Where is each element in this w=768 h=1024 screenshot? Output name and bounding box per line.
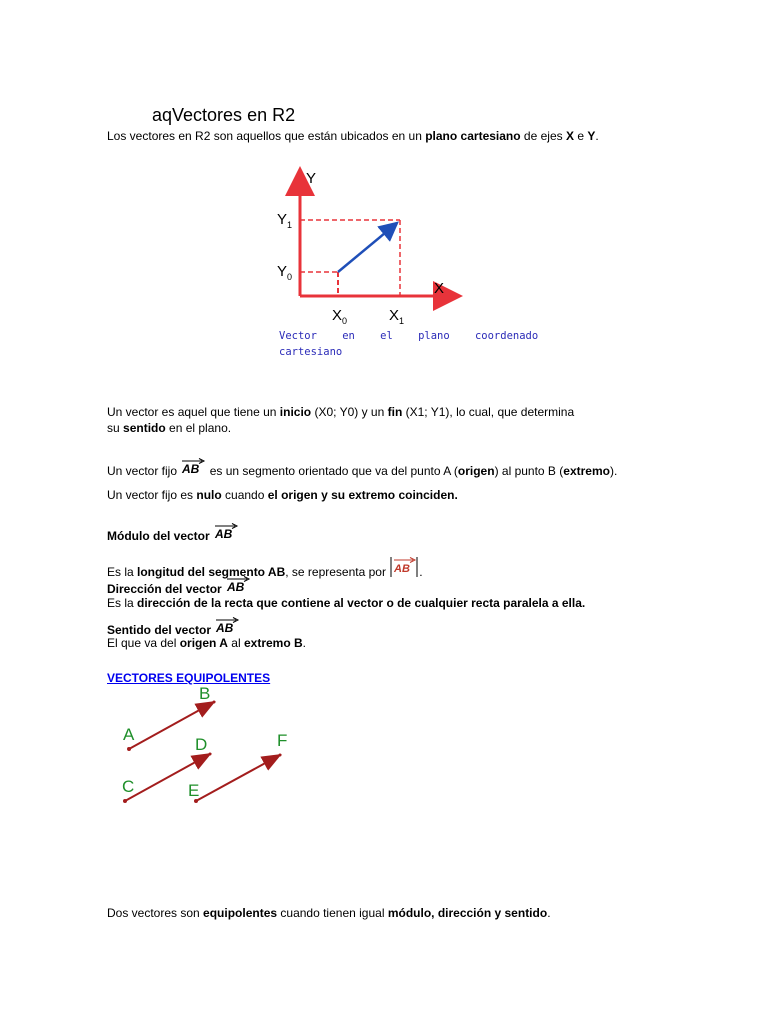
bold-origen: origen <box>457 464 495 478</box>
vector-arrow <box>338 223 397 272</box>
diagram-caption-line1: Vector en el plano coordenado <box>279 330 539 342</box>
label-e: E <box>188 781 200 800</box>
vectores-equipolentes-link[interactable]: VECTORES EQUIPOLENTES <box>107 671 271 685</box>
diagram-caption-line2: cartesiano <box>279 346 343 358</box>
point-c <box>123 799 127 803</box>
intro-bold-x: X <box>565 129 574 143</box>
intro-bold-y: Y <box>587 129 596 143</box>
x-axis-label: X <box>434 280 445 297</box>
modulo-definition: Es la longitud del segmento AB, se representa por AB . <box>107 556 423 580</box>
intro-text-end: . <box>595 129 599 143</box>
bold-equipolentes: equipolentes <box>203 906 278 920</box>
bold-fin: fin <box>387 405 403 419</box>
x1-label: $X_1$ <box>389 307 405 326</box>
definition-paragraph-line2: su sentido en el plano. <box>107 421 232 435</box>
point-f <box>279 754 282 757</box>
label-f: F <box>277 731 288 750</box>
label-b: B <box>199 684 211 703</box>
y1-label: $Y_1$ <box>277 211 293 230</box>
bold-modulo-direccion-sentido: módulo, dirección y sentido <box>387 906 548 920</box>
bold-extremo-b: extremo B <box>243 636 303 650</box>
null-vector-paragraph: Un vector fijo es nulo cuando el origen y su extremo coinciden. <box>107 488 458 502</box>
svg-text:AB: AB <box>182 462 200 476</box>
bold-longitud: longitud del segmento AB <box>137 565 286 579</box>
bold-sentido: sentido <box>123 421 166 435</box>
vector-ab-symbol <box>180 457 206 477</box>
svg-text:AB: AB <box>216 621 234 635</box>
sentido-heading: Sentido del vector AB <box>107 616 240 638</box>
sentido-definition: El que va del origen A al extremo B. <box>107 636 306 650</box>
page-title: aqVectores en R2 <box>152 105 296 125</box>
y-axis-label: Y <box>306 170 317 187</box>
bold-coinciden: el origen y su extremo coinciden. <box>267 488 458 502</box>
label-d: D <box>195 735 208 754</box>
point-d <box>209 753 212 756</box>
direccion-definition: Es la dirección de la recta que contiene al vector o de cualquier recta paralela a ella. <box>107 596 586 610</box>
modulus-ab-symbol <box>389 556 419 580</box>
intro-text: Los vectores en R2 son aquellos que están ubicados en un <box>107 129 426 143</box>
intro-bold-plano: plano cartesiano <box>425 129 521 143</box>
modulo-heading: Módulo del vector AB <box>107 522 239 544</box>
y0-label: $Y_0$ <box>277 263 293 282</box>
svg-text:AB: AB <box>227 580 245 594</box>
bold-inicio: inicio <box>279 405 312 419</box>
x0-label: $X_0$ <box>332 307 348 326</box>
intro-text-and: e <box>573 129 588 143</box>
bold-direccion: dirección de la recta que contiene al vector o de cualquier recta paralela a ella. <box>137 596 586 610</box>
direccion-heading: Dirección del vector AB <box>107 575 251 597</box>
point-b <box>213 701 216 704</box>
equipolentes-definition: Dos vectores son equipolentes cuando tienen igual módulo, dirección y sentido. <box>107 906 551 920</box>
bold-origen-a: origen A <box>179 636 228 650</box>
svg-text:AB: AB <box>215 527 233 541</box>
svg-text:AB: AB <box>394 563 411 575</box>
intro-text-mid: de ejes <box>520 129 566 143</box>
vector-ab-symbol <box>213 522 239 542</box>
definition-paragraph-line1: Un vector es aquel que tiene un inicio (X0; Y0) y un fin (X1; Y1), lo cual, que determina <box>107 405 575 419</box>
vector-ab-symbol <box>214 616 240 636</box>
equipollent-vectors-figure <box>110 682 310 812</box>
bold-extremo: extremo <box>563 464 610 478</box>
vector-ef <box>196 755 280 801</box>
bold-nulo: nulo <box>196 488 222 502</box>
point-a <box>127 747 131 751</box>
label-a: A <box>123 725 135 744</box>
intro-paragraph <box>107 129 599 144</box>
fixed-vector-paragraph: Un vector fijo AB es un segmento orientado que va del punto A (origen) al punto B (extremo). <box>107 457 617 479</box>
vector-ab-symbol <box>225 575 251 595</box>
label-c: C <box>122 777 135 796</box>
